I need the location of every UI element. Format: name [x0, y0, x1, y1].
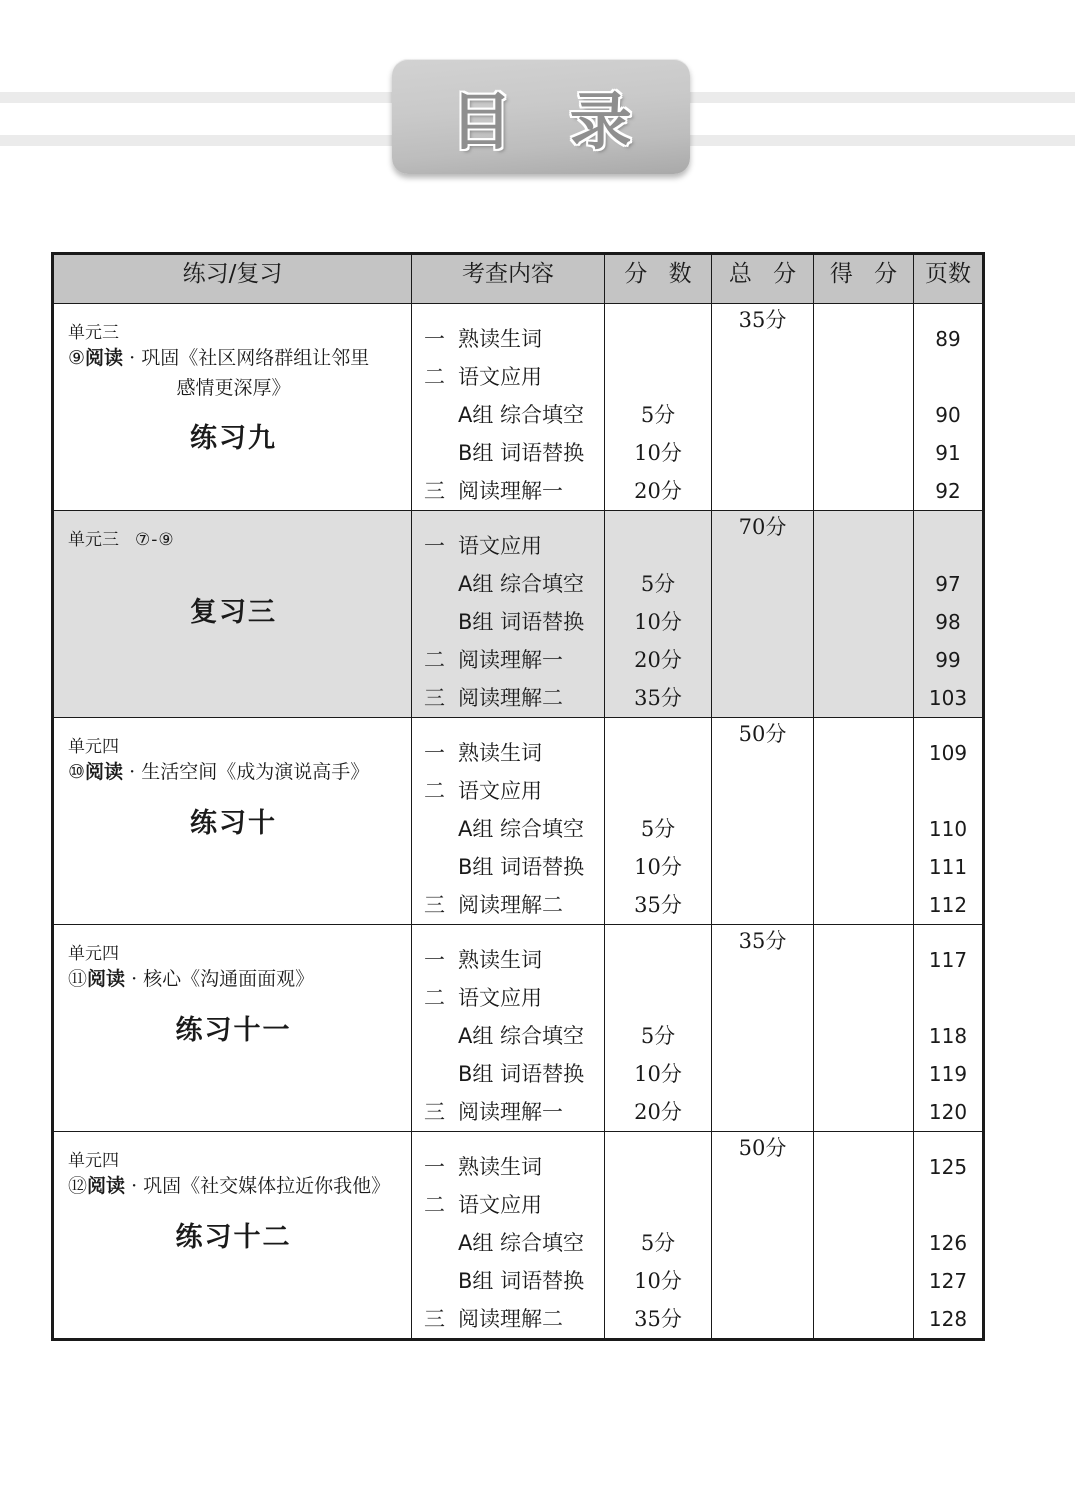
table-row [53, 925, 984, 1132]
page-number [914, 1186, 982, 1224]
points-value [605, 1148, 711, 1186]
cell-content [412, 925, 605, 1132]
content-line [424, 734, 604, 772]
cell-points [605, 1132, 712, 1340]
cell-page [914, 718, 984, 925]
page-number: 110 [928, 817, 968, 841]
header-page: 页数 [914, 254, 984, 304]
cell-page [914, 511, 984, 718]
points-value [605, 358, 711, 396]
points-value [605, 772, 711, 810]
content-text: 词语替换 [500, 855, 585, 879]
content-text: 熟读生词 [458, 327, 542, 351]
points-value [605, 941, 711, 979]
page-number: 111 [928, 855, 968, 879]
exercise-number: ⑨ [68, 347, 86, 369]
exercise-name: 练习九 [190, 423, 277, 455]
page-number [914, 527, 982, 565]
page-number [914, 772, 982, 810]
cell-total: 70分 [712, 511, 814, 718]
cell-page [914, 925, 984, 1132]
content-line [424, 565, 604, 603]
content-text: 词语替换 [500, 610, 585, 634]
content-marker: 一 [424, 534, 445, 558]
content-line [424, 1224, 604, 1262]
content-marker: 三 [424, 893, 445, 917]
cell-points [605, 511, 712, 718]
page-number: 126 [928, 1231, 968, 1255]
exercise-unit: 单元四 [68, 944, 119, 964]
cell-points [605, 718, 712, 925]
points-value: 35分 [634, 893, 682, 917]
page-number: 103 [928, 686, 968, 710]
page-number: 92 [935, 479, 961, 503]
header-total: 总 分 [712, 254, 814, 304]
content-group: A组 [458, 1231, 501, 1255]
content-line [424, 320, 604, 358]
exercise-number: ⑪ [68, 968, 88, 990]
page-number: 98 [935, 610, 961, 634]
exercise-unit: 单元四 [68, 737, 119, 757]
exercise-name: 练习十二 [175, 1221, 292, 1253]
content-text: 语文应用 [458, 365, 542, 389]
content-marker: 一 [424, 1155, 445, 1179]
exercise-separator: · [123, 347, 142, 369]
content-text: 阅读理解二 [458, 686, 563, 710]
points-value [605, 320, 711, 358]
content-line [424, 1093, 604, 1131]
table-row [53, 304, 984, 511]
cell-total: 35分 [712, 925, 814, 1132]
content-line [424, 472, 604, 510]
content-group: A组 [458, 817, 501, 841]
content-group: A组 [458, 572, 501, 596]
exercise-keyword: 阅读 [87, 968, 126, 990]
content-line [424, 886, 604, 924]
cell-exercise [53, 304, 412, 511]
points-value [605, 527, 711, 565]
page-title-badge [392, 59, 690, 174]
page-number: 90 [935, 403, 961, 427]
page-number: 128 [928, 1307, 968, 1331]
cell-page [914, 304, 984, 511]
points-value: 10分 [634, 855, 682, 879]
exercise-category: 巩固 [143, 1175, 182, 1197]
cell-exercise [53, 511, 412, 718]
cell-score[interactable] [814, 304, 914, 511]
page-number: 118 [928, 1024, 968, 1048]
content-line [424, 1186, 604, 1224]
exercise-article-name: 《社交媒体拉近你我他》 [181, 1175, 391, 1197]
content-line [424, 358, 604, 396]
points-value: 10分 [634, 1062, 682, 1086]
content-line [424, 1262, 604, 1300]
page-number: 125 [928, 1155, 968, 1179]
exercise-article-name: 《成为演说高手》 [217, 761, 370, 783]
exercise-category: 巩固 [141, 347, 180, 369]
page-number: 89 [935, 327, 961, 351]
exercise-unit: 单元三 ⑦-⑨ [68, 530, 175, 550]
points-value [605, 979, 711, 1017]
cell-total: 35分 [712, 304, 814, 511]
page-number: 99 [935, 648, 961, 672]
header-score: 得 分 [814, 254, 914, 304]
cell-total: 50分 [712, 1132, 814, 1340]
header-points: 分 数 [605, 254, 712, 304]
page-number: 120 [928, 1100, 968, 1124]
cell-page [914, 1132, 984, 1340]
points-value: 5分 [640, 403, 676, 427]
content-line [424, 641, 604, 679]
page-number: 109 [928, 741, 968, 765]
content-line [424, 679, 604, 717]
table-row [53, 511, 984, 718]
exercise-keyword: 阅读 [87, 1175, 126, 1197]
exercise-keyword: 阅读 [85, 761, 124, 783]
cell-exercise [53, 925, 412, 1132]
content-group: B组 [458, 1269, 501, 1293]
content-text: 熟读生词 [458, 948, 542, 972]
points-value: 10分 [634, 1269, 682, 1293]
page-title: 目 录 [450, 85, 650, 158]
content-group: B组 [458, 1062, 501, 1086]
content-text: 语文应用 [458, 986, 542, 1010]
cell-score[interactable] [814, 1132, 914, 1340]
content-text: 综合填空 [500, 403, 585, 427]
content-marker: 三 [424, 686, 445, 710]
content-line [424, 603, 604, 641]
exercise-unit: 单元三 [68, 323, 119, 343]
page-number: 127 [928, 1269, 968, 1293]
content-text: 综合填空 [500, 1024, 585, 1048]
points-value: 5分 [640, 817, 676, 841]
content-line [424, 396, 604, 434]
content-text: 阅读理解一 [458, 1100, 563, 1124]
cell-exercise [53, 718, 412, 925]
content-text: 综合填空 [500, 1231, 585, 1255]
exercise-separator: · [125, 1175, 144, 1197]
exercise-article-title [68, 966, 399, 994]
exercise-article-title [68, 1173, 399, 1201]
exercise-category: 核心 [143, 968, 182, 990]
table-of-contents-table [51, 252, 985, 1341]
exercise-article-name: 《沟通面面观》 [181, 968, 315, 990]
page-number: 112 [928, 893, 968, 917]
points-value: 5分 [640, 1024, 676, 1048]
exercise-separator: · [125, 968, 144, 990]
exercise-name: 复习三 [190, 597, 277, 628]
exercise-category: 生活空间 [141, 761, 218, 783]
content-group: B组 [458, 441, 501, 465]
cell-points [605, 304, 712, 511]
content-line [424, 772, 604, 810]
table-row [53, 1132, 984, 1340]
cell-content [412, 511, 605, 718]
content-text: 综合填空 [500, 572, 585, 596]
cell-points [605, 925, 712, 1132]
content-text: 阅读理解一 [458, 479, 563, 503]
content-marker: 三 [424, 1307, 445, 1331]
header-content: 考查内容 [412, 254, 605, 304]
page-number [914, 979, 982, 1017]
content-line [424, 1017, 604, 1055]
exercise-separator: · [123, 761, 142, 783]
page-number: 91 [935, 441, 961, 465]
content-group: A组 [458, 1024, 501, 1048]
cell-score[interactable] [814, 511, 914, 718]
content-marker: 二 [424, 648, 445, 672]
header-exercise: 练习/复习 [53, 254, 412, 304]
content-marker: 一 [424, 327, 445, 351]
cell-score[interactable] [814, 718, 914, 925]
content-text: 熟读生词 [458, 741, 542, 765]
page-number: 119 [928, 1062, 968, 1086]
exercise-unit: 单元四 [68, 1151, 119, 1171]
cell-total: 50分 [712, 718, 814, 925]
content-group: B组 [458, 610, 501, 634]
content-text: 词语替换 [500, 441, 585, 465]
page-number [914, 358, 982, 396]
cell-content [412, 1132, 605, 1340]
exercise-number: ⑩ [68, 761, 86, 783]
cell-content [412, 304, 605, 511]
content-text: 阅读理解二 [458, 893, 563, 917]
content-text: 阅读理解一 [458, 648, 563, 672]
table-header [53, 254, 984, 304]
content-line [424, 848, 604, 886]
table-body [53, 304, 984, 1340]
content-marker: 一 [424, 948, 445, 972]
exercise-name: 练习十一 [175, 1014, 292, 1046]
content-line [424, 527, 604, 565]
exercise-article-title [68, 345, 399, 373]
content-text: 词语替换 [500, 1062, 585, 1086]
content-marker: 二 [424, 986, 445, 1010]
points-value: 35分 [634, 1307, 682, 1331]
content-line [424, 1148, 604, 1186]
content-text: 熟读生词 [458, 1155, 542, 1179]
content-marker: 三 [424, 1100, 445, 1124]
exercise-number: ⑫ [68, 1175, 88, 1197]
points-value: 5分 [640, 572, 676, 596]
content-text: 语文应用 [458, 779, 542, 803]
points-value: 20分 [634, 1100, 682, 1124]
exercise-article-title-cont: 感情更深厚》 [176, 376, 291, 399]
exercise-range: ⑦-⑨ [135, 530, 175, 550]
content-text: 词语替换 [500, 1269, 585, 1293]
cell-score[interactable] [814, 925, 914, 1132]
exercise-article-name: 《社区网络群组让邻里 [179, 347, 370, 369]
points-value [605, 1186, 711, 1224]
content-text: 阅读理解二 [458, 1307, 563, 1331]
content-text: 综合填空 [500, 817, 585, 841]
page-number: 97 [935, 572, 961, 596]
content-marker: 一 [424, 741, 445, 765]
content-line [424, 1055, 604, 1093]
points-value [605, 734, 711, 772]
content-group: A组 [458, 403, 501, 427]
content-marker: 二 [424, 365, 445, 389]
content-group: B组 [458, 855, 501, 879]
points-value: 35分 [634, 686, 682, 710]
content-marker: 三 [424, 479, 445, 503]
content-marker: 二 [424, 1193, 445, 1217]
content-text: 语文应用 [458, 1193, 542, 1217]
points-value: 10分 [634, 610, 682, 634]
exercise-article-title [68, 759, 399, 787]
table-row [53, 718, 984, 925]
page-number: 117 [928, 948, 968, 972]
cell-content [412, 718, 605, 925]
exercise-keyword: 阅读 [85, 347, 124, 369]
content-line [424, 979, 604, 1017]
content-line [424, 810, 604, 848]
content-marker: 二 [424, 779, 445, 803]
header-row [53, 254, 984, 304]
content-line [424, 434, 604, 472]
exercise-name: 练习十 [190, 807, 277, 839]
points-value: 20分 [634, 648, 682, 672]
points-value: 20分 [634, 479, 682, 503]
content-line [424, 1300, 604, 1338]
points-value: 5分 [640, 1231, 676, 1255]
content-line [424, 941, 604, 979]
points-value: 10分 [634, 441, 682, 465]
cell-exercise [53, 1132, 412, 1340]
content-text: 语文应用 [458, 534, 542, 558]
